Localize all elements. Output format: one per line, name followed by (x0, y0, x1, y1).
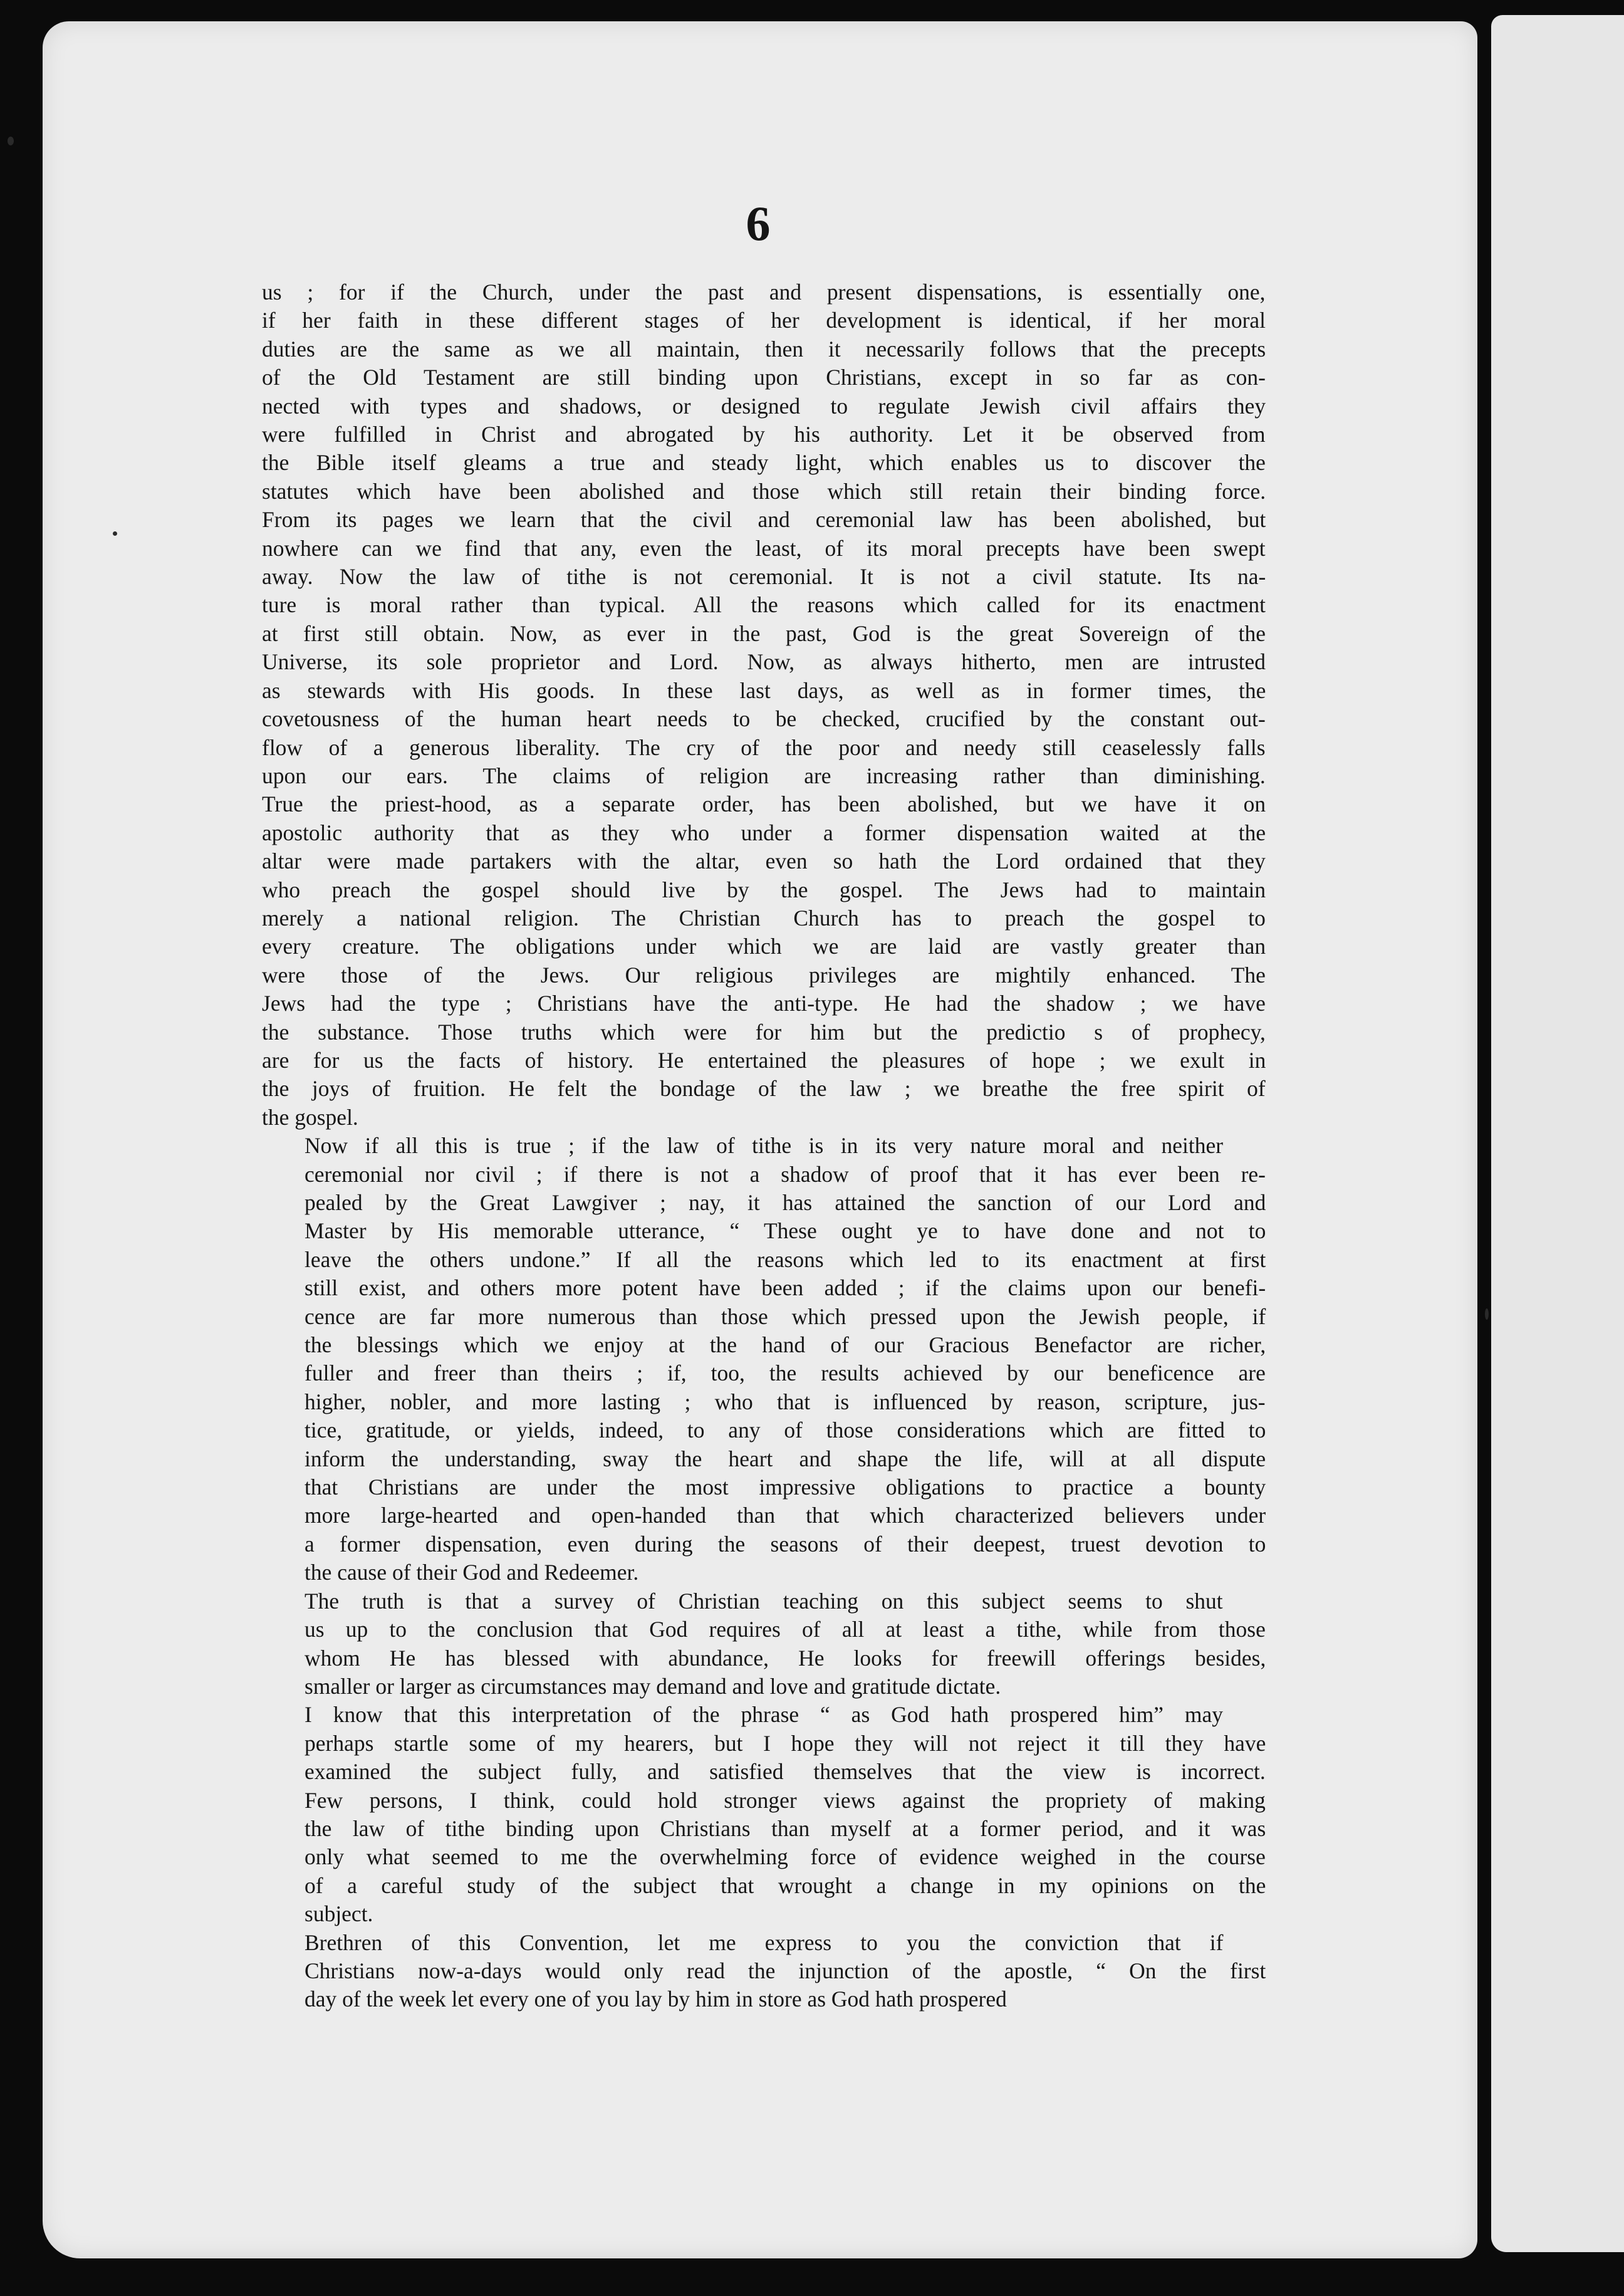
text-line: of the Old Testament are still binding upon Christians, except in so far as con- (262, 365, 1266, 390)
text-line: more large-hearted and open-handed than that which characterized believers under (304, 1503, 1266, 1528)
text-line: Master by His memorable utterance, “ These ought ye to have done and not to (304, 1218, 1266, 1244)
text-line: Christians now-a-days would only read the injunction of the apostle, “ On the first (304, 1958, 1266, 1983)
text-line: merely a national religion. The Christian Church has to preach the gospel to (262, 905, 1266, 931)
text-line: the gospel. (262, 1104, 358, 1130)
text-line: Few persons, I think, could hold stronger views against the propriety of making (304, 1787, 1266, 1813)
text-line: are for us the facts of history. He entertained the pleasures of hope ; we exult in (262, 1047, 1266, 1073)
scan-speck (113, 531, 117, 536)
text-line: I know that this interpretation of the phrase “ as God hath prospered him” may (304, 1702, 1223, 1728)
text-line: apostolic authority that as they who under a former dispensation waited at the (262, 820, 1266, 845)
scan-speck (8, 137, 14, 145)
text-line: of a careful study of the subject that wrought a change in my opinions on the (304, 1872, 1266, 1898)
text-line: us ; for if the Church, under the past and present dispensations, is essentially one, (262, 279, 1266, 305)
text-line: nected with types and shadows, or designed to regulate Jewish civil affairs they (262, 393, 1266, 419)
text-line: the substance. Those truths which were for him but the predictio s of prophecy, (262, 1019, 1266, 1045)
body-text (262, 278, 1266, 2014)
text-line: the Bible itself gleams a true and steady light, which enables us to discover the (262, 450, 1266, 476)
text-line: away. Now the law of tithe is not ceremonial. It is not a civil statute. Its na- (262, 564, 1266, 590)
text-line: were those of the Jews. Our religious privileges are mightily enhanced. The (262, 962, 1266, 988)
text-line: as stewards with His goods. In these last days, as well as in former times, the (262, 677, 1266, 703)
text-line: fuller and freer than theirs ; if, too, the results achieved by our beneficence are (304, 1360, 1266, 1386)
text-line: at first still obtain. Now, as ever in the past, God is the great Sovereign of the (262, 620, 1266, 646)
text-line: Jews had the type ; Christians have the anti-type. He had the shadow ; we have (262, 991, 1266, 1016)
text-line: day of the week let every one of you lay by him in store as God hath prospered (304, 1986, 1007, 2012)
text-line: nowhere can we find that any, even the least, of its moral precepts have been swept (262, 535, 1266, 561)
text-line: leave the others undone.” If all the reasons which led to its enactment at first (304, 1246, 1266, 1272)
text-line: the blessings which we enjoy at the hand of our Gracious Benefactor are richer, (304, 1332, 1266, 1358)
text-line: Brethren of this Convention, let me express to you the conviction that if (304, 1929, 1224, 1955)
text-line: us up to the conclusion that God requires of all at least a tithe, while from those (304, 1617, 1266, 1642)
paragraph (262, 1132, 1266, 1587)
text-line: ceremonial nor civil ; if there is not a shadow of proof that it has ever been re- (304, 1161, 1266, 1187)
text-line: The truth is that a survey of Christian teaching on this subject seems to shut (304, 1588, 1223, 1614)
text-line: the law of tithe binding upon Christians than myself at a former period, and it was (304, 1815, 1266, 1841)
text-line: whom He has blessed with abundance, He looks for freewill offerings besides, (304, 1645, 1266, 1671)
text-line: that Christians are under the most impressive obligations to practice a bounty (304, 1474, 1266, 1500)
text-line: From its pages we learn that the civil and ceremonial law has been abolished, but (262, 507, 1266, 533)
text-line: if her faith in these different stages of her development is identical, if her moral (262, 308, 1266, 333)
text-line: Universe, its sole proprietor and Lord. Now, as always hitherto, men are intrusted (262, 649, 1266, 675)
text-line: only what seemed to me the overwhelming force of evidence weighed in the course (304, 1844, 1266, 1870)
text-line: the cause of their God and Redeemer. (304, 1560, 639, 1585)
text-line: smaller or larger as circumstances may demand and love and gratitude dictate. (304, 1673, 1001, 1699)
paragraph (262, 278, 1266, 1132)
text-line: pealed by the Great Lawgiver ; nay, it has attained the sanction of our Lord and (304, 1190, 1266, 1215)
text-line: every creature. The obligations under which we are laid are vastly greater than (262, 934, 1266, 959)
paragraph (262, 1701, 1266, 1928)
text-line: were fulfilled in Christ and abrogated by his authority. Let it be observed from (262, 422, 1266, 447)
page-number: 6 (746, 196, 771, 251)
text-line: cence are far more numerous than those which pressed upon the Jewish people, if (304, 1303, 1266, 1329)
text-line: upon our ears. The claims of religion are increasing rather than diminishing. (262, 763, 1266, 788)
text-line: who preach the gospel should live by the gospel. The Jews had to maintain (262, 877, 1266, 902)
paragraph (262, 1929, 1266, 2014)
paragraph (262, 1587, 1266, 1701)
text-line: Now if all this is true ; if the law of tithe is in its very nature moral and neither (304, 1133, 1224, 1159)
text-line: still exist, and others more potent have been added ; if the claims upon our benefi- (304, 1275, 1266, 1301)
text-line: higher, nobler, and more lasting ; who that is influenced by reason, scripture, jus- (304, 1389, 1266, 1414)
text-line: perhaps startle some of my hearers, but I hope they will not reject it till they have (304, 1730, 1266, 1756)
adjacent-page-edge (1491, 15, 1624, 2252)
text-line: subject. (304, 1901, 373, 1927)
text-line: the joys of fruition. He felt the bondage of the law ; we breathe the free spirit of (262, 1076, 1266, 1102)
text-line: a former dispensation, even during the seasons of their deepest, truest devotion to (304, 1531, 1266, 1557)
text-line: True the priest-hood, as a separate order, has been abolished, but we have it on (262, 791, 1266, 817)
text-line: tice, gratitude, or yields, indeed, to any of those considerations which are fitted to (304, 1417, 1266, 1443)
text-line: covetousness of the human heart needs to be checked, crucified by the constant out- (262, 706, 1266, 732)
text-line: inform the understanding, sway the heart and shape the life, will at all dispute (304, 1446, 1266, 1471)
text-line: ture is moral rather than typical. All the reasons which called for its enactment (262, 592, 1266, 618)
scan-speck (1485, 1308, 1489, 1320)
text-line: statutes which have been abolished and those which still retain their binding force. (262, 478, 1266, 504)
text-line: duties are the same as we all maintain, then it necessarily follows that the precepts (262, 336, 1266, 362)
text-line: examined the subject fully, and satisfied themselves that the view is incorrect. (304, 1759, 1266, 1785)
text-line: flow of a generous liberality. The cry of the poor and needy still ceaselessly falls (262, 734, 1266, 760)
text-line: altar were made partakers with the altar, even so hath the Lord ordained that they (262, 848, 1266, 874)
